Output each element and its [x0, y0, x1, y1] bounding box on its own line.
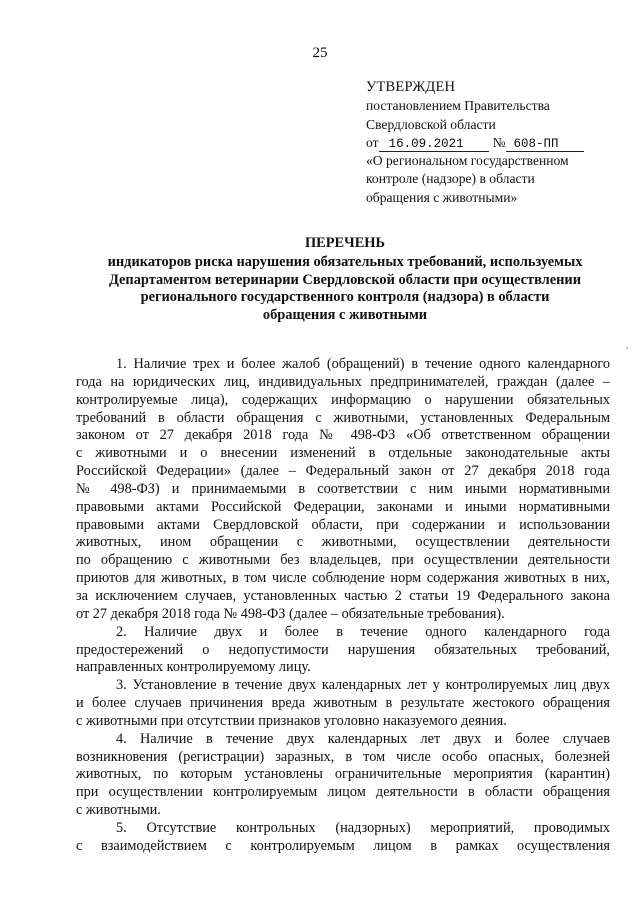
body-line: законом от 27 декабря 2018 года № 498-ФЗ «Об ответственном обращении [76, 427, 610, 444]
body-line: с животными и о внесении изменений в отдельные законодательные акты [76, 445, 610, 462]
date-prefix: от [366, 134, 379, 150]
body-line: с взаимодействием с контролируемым лицом в рамках осуществления [76, 837, 610, 854]
body-line: контролируемые лица), содержащих информацию о нарушении обязательных [76, 391, 610, 408]
page-number: 25 [312, 45, 328, 61]
body-line: возникновения (регистрации) заразных, в том числе особо опасных, болезней [76, 748, 610, 765]
body-line: с животными. [76, 802, 161, 819]
body-line: 5. Отсутствие контрольных (надзорных) мероприятий, проводимых [116, 819, 610, 836]
document-title [70, 235, 620, 324]
scan-mark [626, 347, 628, 349]
body-line: и более случаев причинения вреда животным в результате жестокого обращения [76, 695, 610, 712]
approval-subject-line: обращения с животными» [366, 189, 518, 205]
body-line: 2. Наличие двух и более в течение одного календарного года [116, 623, 610, 640]
body-line: 1. Наличие трех и более жалоб (обращений) в течение одного календарного [116, 356, 610, 372]
approval-date: 16.09.2021 [379, 137, 489, 152]
body-line: приютов для животных, в том числе соблюдение норм содержания животных в них, [76, 570, 610, 587]
document-body [76, 356, 610, 856]
title-line: регионального государственного контроля (надзора) в области [140, 289, 550, 306]
body-line: от 27 декабря 2018 года № 498-ФЗ (далее – обязательные требования). [76, 605, 505, 622]
approval-line-1: постановлением Правительства [366, 98, 550, 114]
approval-subject-line: контроле (надзоре) в области [366, 171, 535, 187]
approval-date-number-line [366, 134, 616, 152]
approval-number: 608-ПП [506, 137, 584, 152]
title-line: обращения с животными [262, 306, 428, 323]
body-line: при осуществлении контролируемым лицом деятельности в области обращения [76, 784, 610, 801]
title-heading: ПЕРЕЧЕНЬ [304, 235, 386, 251]
body-line: с животными при отсутствии признаков уголовно наказуемого деяния. [76, 712, 507, 729]
body-line: животных, ином обращении с животными, осуществлении деятельности [76, 534, 610, 551]
title-line: Департаментом ветеринарии Свердловской области при осуществлении [108, 271, 582, 288]
body-line: по обращению с животными без владельцев, при осуществлении деятельности [76, 552, 610, 569]
body-line: правовыми актами Свердловской области, при содержании и использовании [76, 516, 610, 533]
body-line: года на юридических лиц, индивидуальных предпринимателей, граждан (далее – [76, 373, 610, 390]
body-line: 4. Наличие в течение двух календарных лет двух и более случаев [116, 730, 610, 747]
body-line: требований в области обращения с животными, установленных Федеральным [76, 409, 610, 426]
approval-stamp [366, 78, 616, 207]
body-line: животных, по которым установлены ограничительные мероприятия (карантин) [76, 766, 610, 783]
body-line: предостережений о недопустимости нарушения обязательных требований, [76, 641, 610, 658]
body-line: 3. Установление в течение двух календарных лет у контролируемых лиц двух [116, 677, 610, 694]
body-line: правовыми актами Российской Федерации, законами и иными нормативными [76, 498, 610, 515]
number-sign: № [492, 134, 506, 150]
title-line: индикаторов риска нарушения обязательных требований, используемых [107, 254, 583, 271]
approval-subject-line: «О региональном государственном [366, 153, 569, 169]
approval-heading: УТВЕРЖДЕН [366, 79, 456, 95]
body-line: Российской Федерации» (далее – Федеральный закон от 27 декабря 2018 года [76, 463, 610, 480]
body-line: за исключением случаев, установленных частью 2 статьи 19 Федерального закона [76, 587, 610, 604]
approval-line-2: Свердловской области [366, 116, 496, 132]
body-line: № 498-ФЗ) и принимаемыми в соответствии с ним иными нормативными [76, 480, 610, 497]
body-line: направленных контролируемому лицу. [76, 659, 311, 676]
